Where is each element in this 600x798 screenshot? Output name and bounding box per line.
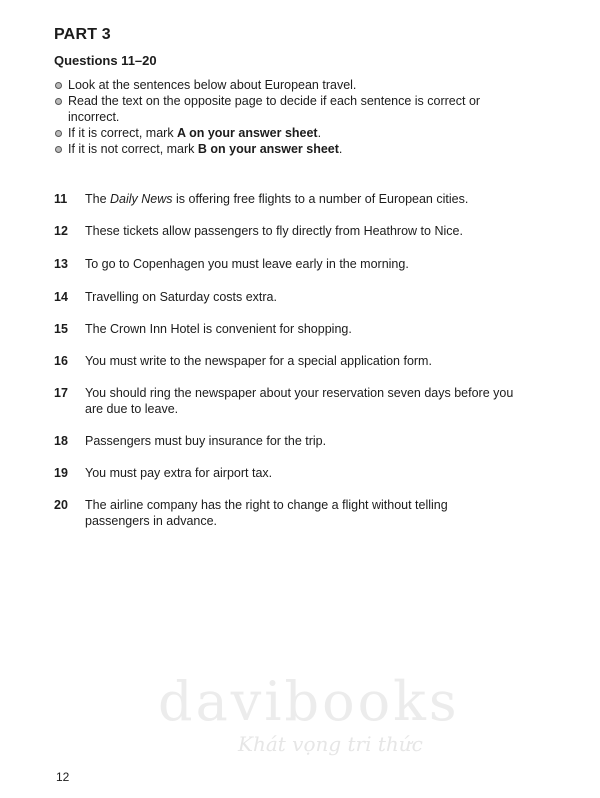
bullet-icon: [55, 146, 62, 153]
question-17: [54, 385, 514, 417]
question-text: The Crown Inn Hotel is convenient for shopping.: [85, 322, 352, 336]
question-14: [54, 289, 514, 305]
instruction-item: [54, 93, 494, 125]
instructions-list: [54, 77, 494, 157]
instruction-text-pre: If it is not correct, mark: [68, 142, 198, 156]
question-11: [54, 191, 514, 207]
instruction-text: Read the text on the opposite page to decide if each sentence is correct or incorrect.: [68, 94, 481, 124]
instruction-text-post: .: [317, 126, 322, 140]
bullet-icon: [55, 130, 62, 137]
question-number: 20: [54, 498, 68, 512]
watermark: [158, 672, 458, 756]
question-18: [54, 433, 514, 449]
page-number: 12: [56, 770, 70, 784]
question-16: [54, 353, 514, 369]
instruction-text-bold: A on your answer sheet: [177, 126, 318, 140]
question-number: 14: [54, 290, 68, 304]
instruction-item: [54, 77, 494, 93]
question-number: 16: [54, 354, 68, 368]
question-text: You should ring the newspaper about your reservation seven days before you are due to leave.: [85, 386, 514, 416]
question-text-pre: The: [85, 192, 111, 206]
watermark-brand: davibooks: [158, 670, 460, 733]
question-number: 13: [54, 257, 68, 271]
watermark-slogan: Khát vọng tri thức: [238, 732, 423, 756]
question-text: The airline company has the right to change a flight without telling passengers in advance.: [85, 498, 448, 528]
question-12: [54, 223, 514, 239]
question-number: 15: [54, 322, 68, 336]
question-number: 19: [54, 466, 68, 480]
question-text: Passengers must buy insurance for the trip.: [85, 434, 327, 448]
question-text-post: is offering free flights to a number of European cities.: [172, 192, 469, 206]
questions-range-heading: Questions 11–20: [54, 53, 157, 68]
question-number: 17: [54, 386, 68, 400]
question-text: [85, 191, 514, 207]
newspaper-title: Daily News: [110, 192, 173, 206]
instruction-text-bold: B on your answer sheet: [197, 142, 339, 156]
question-text: You must pay extra for airport tax.: [85, 466, 273, 480]
question-text: Travelling on Saturday costs extra.: [85, 290, 277, 304]
question-number: 12: [54, 224, 68, 238]
instruction-item: [54, 125, 494, 141]
question-text: To go to Copenhagen you must leave early in the morning.: [85, 257, 409, 271]
question-text: You must write to the newspaper for a special application form.: [85, 354, 432, 368]
instruction-text: Look at the sentences below about European travel.: [68, 78, 357, 92]
question-13: [54, 256, 514, 272]
part-title: PART 3: [54, 26, 111, 43]
bullet-icon: [55, 82, 62, 89]
bullet-icon: [55, 98, 62, 105]
question-number: 11: [54, 192, 68, 206]
question-number: 18: [54, 434, 68, 448]
instruction-item: [54, 141, 494, 157]
question-19: [54, 465, 514, 481]
instruction-text-pre: If it is correct, mark: [68, 126, 178, 140]
question-20: [54, 497, 514, 529]
question-text: These tickets allow passengers to fly directly from Heathrow to Nice.: [85, 224, 463, 238]
instruction-text-post: .: [338, 142, 343, 156]
question-15: [54, 321, 514, 337]
